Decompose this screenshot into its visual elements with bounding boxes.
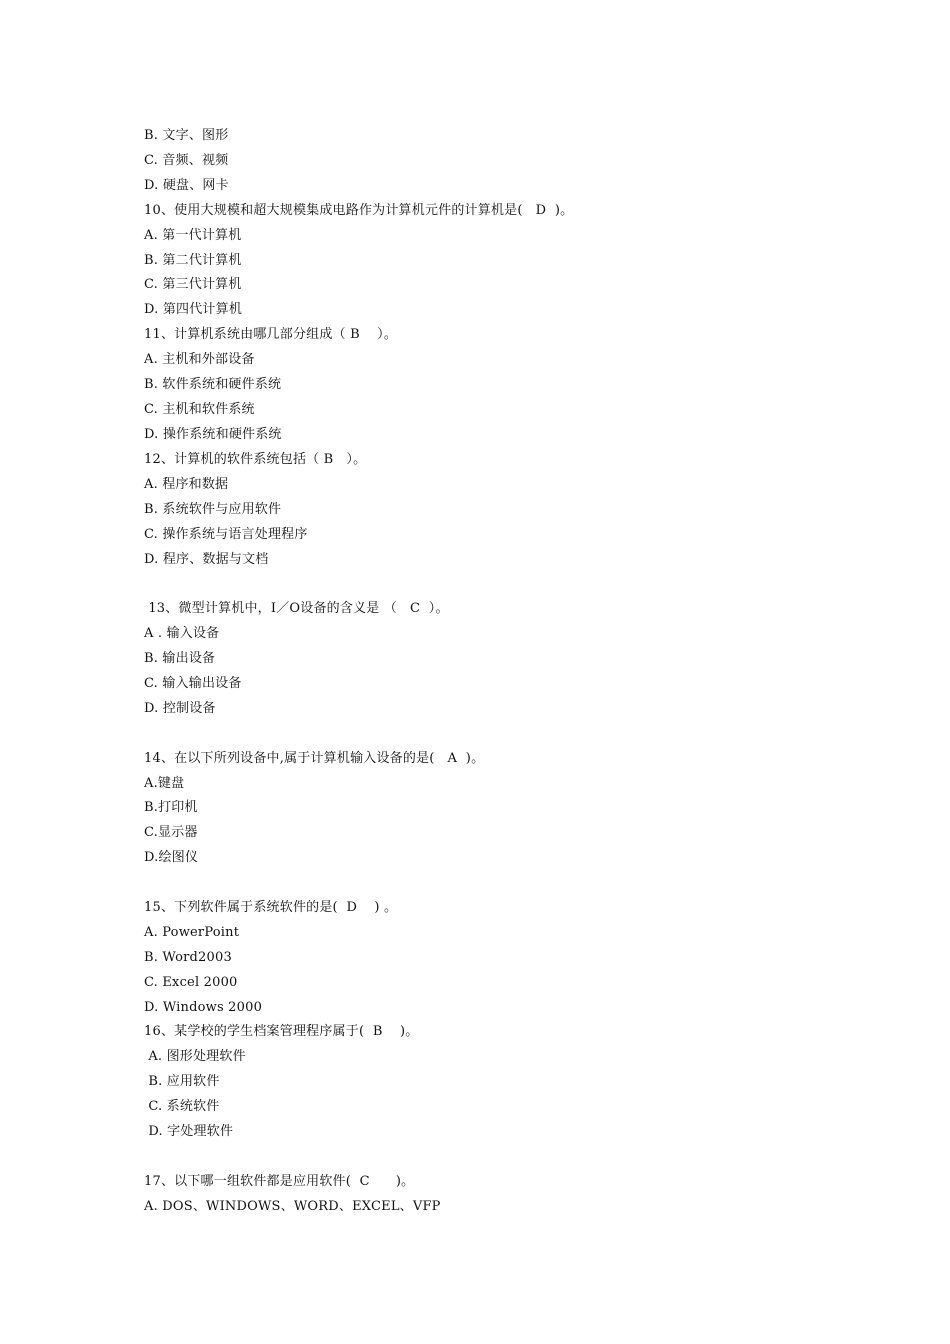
option-line: C. 操作系统与语言处理程序 [144,527,308,542]
option-line: D. 操作系统和硬件系统 [144,427,282,442]
option-line: B.打印机 [144,800,198,815]
option-line: B. 系统软件与应用软件 [144,502,282,517]
option-line: A . 输入设备 [144,626,220,641]
option-line: B. 应用软件 [144,1074,220,1089]
option-line: D. Windows 2000 [144,1000,263,1015]
option-line: C. Excel 2000 [144,975,238,990]
question-12: 12、计算机的软件系统包括（ B ）。 [144,452,367,467]
option-line: D. 硬盘、网卡 [144,178,229,193]
option-line: A. DOS、WINDOWS、WORD、EXCEL、VFP [144,1199,441,1214]
question-17: 17、以下哪一组软件都是应用软件( C )。 [144,1174,415,1189]
question-16: 16、某学校的学生档案管理程序属于( B )。 [144,1024,419,1039]
option-line: B. 输出设备 [144,651,216,666]
option-line: B. 第二代计算机 [144,253,242,268]
option-line: B. 软件系统和硬件系统 [144,377,282,392]
option-line: A. 主机和外部设备 [144,352,255,367]
question-10: 10、使用大规模和超大规模集成电路作为计算机元件的计算机是( D )。 [144,203,574,218]
option-line: C.显示器 [144,825,198,840]
question-15: 15、下列软件属于系统软件的是( D ) 。 [144,900,398,915]
option-line: C. 第三代计算机 [144,277,242,292]
question-13: 13、微型计算机中，I／O设备的含义是 （ C ）。 [144,601,449,616]
question-11: 11、计算机系统由哪几部分组成（ B ）。 [144,327,398,342]
question-14: 14、在以下所列设备中,属于计算机输入设备的是( A )。 [144,751,485,766]
option-line: A. 程序和数据 [144,477,229,492]
option-line: C. 系统软件 [144,1099,220,1114]
option-line: A.键盘 [144,776,185,791]
option-line: D. 字处理软件 [144,1124,234,1139]
option-line: B. 文字、图形 [144,128,229,143]
option-line: C. 音频、视频 [144,153,229,168]
option-line: A. 图形处理软件 [144,1049,246,1064]
option-line: D. 第四代计算机 [144,302,243,317]
option-line: D.绘图仪 [144,850,199,865]
option-line: C. 主机和软件系统 [144,402,255,417]
option-line: A. 第一代计算机 [144,228,242,243]
option-line: C. 输入输出设备 [144,676,242,691]
option-line: D. 程序、数据与文档 [144,552,269,567]
option-line: B. Word2003 [144,950,232,965]
option-line: A. PowerPoint [144,925,240,940]
option-line: D. 控制设备 [144,701,216,716]
